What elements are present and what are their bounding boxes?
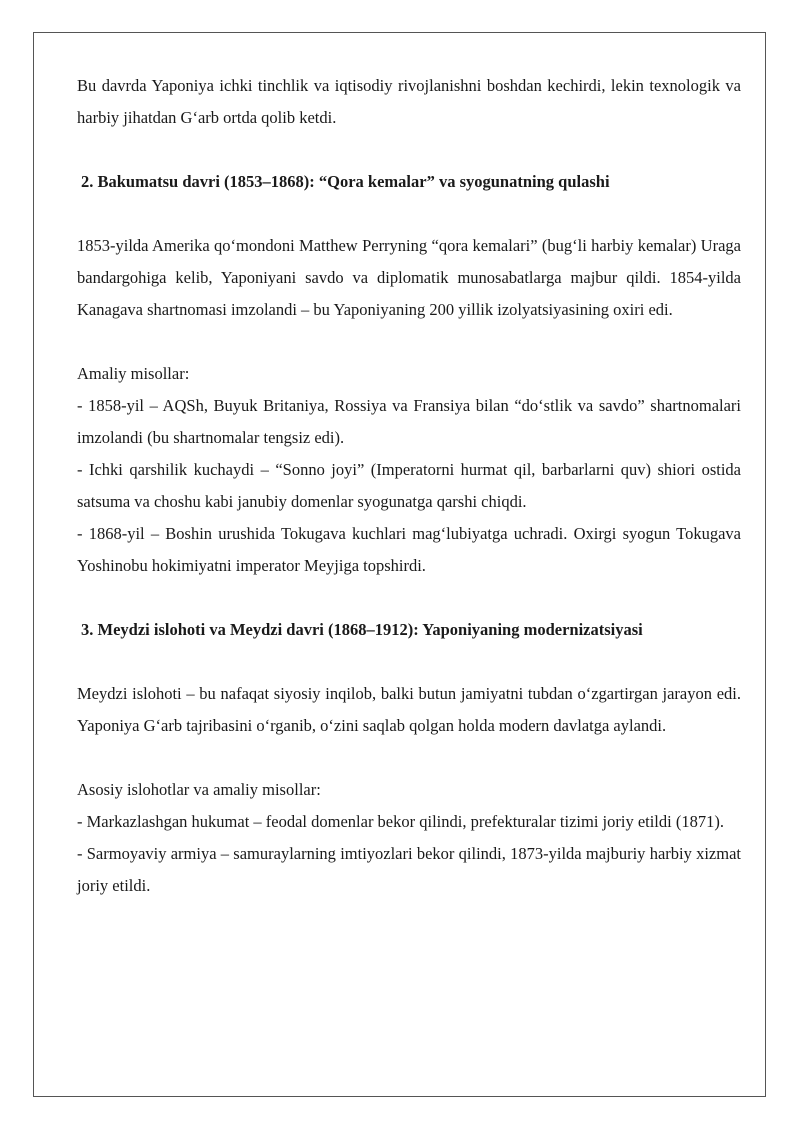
spacer: [77, 134, 741, 166]
reform-item-1: - Markazlashgan hukumat – feodal domenlar bekor qilindi, prefekturalar tizimi joriy etildi (1871).: [77, 812, 724, 831]
section-3-heading: 3. Meydzi islohoti va Meydzi davri (1868–1912): Yaponiyaning modernizatsiyasi: [81, 620, 643, 639]
spacer: [77, 742, 741, 774]
spacer: [77, 582, 741, 614]
section-3-paragraph: Meydzi islohoti – bu nafaqat siyosiy inqilob, balki butun jamiyatni tubdan o‘zgartirgan jarayon edi. Yaponiya G‘arb tajribasini o‘rganib, o‘zini saqlab qolgan holda modern davlatga aylandi.: [77, 684, 741, 735]
reform-item-2: - Sarmoyaviy armiya – samuraylarning imtiyozlari bekor qilindi, 1873-yilda majburiy harbiy xizmat joriy etildi.: [77, 844, 741, 895]
spacer: [77, 326, 741, 358]
example-item-1: - 1858-yil – AQSh, Buyuk Britaniya, Rossiya va Fransiya bilan “do‘stlik va savdo” shartnomalari imzolandi (bu shartnomalar tengsiz edi).: [77, 396, 741, 447]
document-body: [77, 70, 741, 902]
example-item-3: - 1868-yil – Boshin urushida Tokugava kuchlari mag‘lubiyatga uchradi. Oxirgi syogun Tokugava Yoshinobu hokimiyatni imperator Meyjiga topshirdi.: [77, 524, 741, 575]
intro-paragraph: Bu davrda Yaponiya ichki tinchlik va iqtisodiy rivojlanishni boshdan kechirdi, lekin texnologik va harbiy jihatdan G‘arb ortda qolib ketdi.: [77, 76, 741, 127]
section-2-heading: 2. Bakumatsu davri (1853–1868): “Qora kemalar” va syogunatning qulashi: [81, 172, 610, 191]
reforms-title: Asosiy islohotlar va amaliy misollar:: [77, 780, 321, 799]
section-2-paragraph: 1853-yilda Amerika qo‘mondoni Matthew Perryning “qora kemalari” (bug‘li harbiy kemalar) Uraga bandargohiga kelib, Yaponiyani savdo va diplomatik munosabatlarga majbur qildi. 1854-yilda Kanagava shartnomasi imzolandi – bu Yaponiyaning 200 yillik izolyatsiyasining oxiri edi.: [77, 236, 741, 319]
spacer: [77, 646, 741, 678]
example-item-2: - Ichki qarshilik kuchaydi – “Sonno joyi” (Imperatorni hurmat qil, barbarlarni quv) shiori ostida satsuma va choshu kabi janubiy domenlar syogunatga qarshi chiqdi.: [77, 460, 741, 511]
examples-title: Amaliy misollar:: [77, 364, 190, 383]
spacer: [77, 198, 741, 230]
